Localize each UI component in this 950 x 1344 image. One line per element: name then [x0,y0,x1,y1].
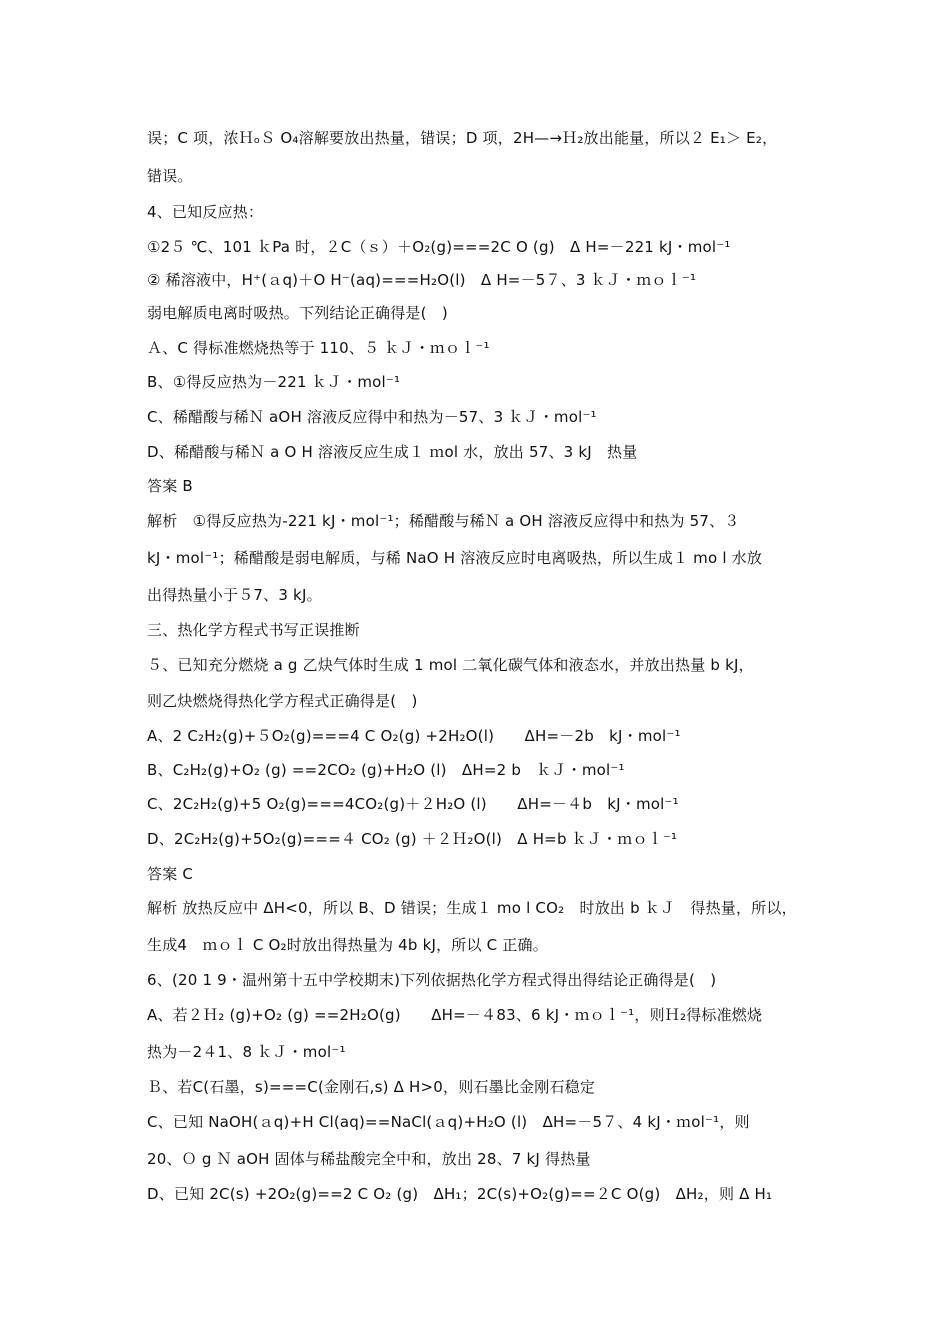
text-line: 20、Ｏ g Ｎ aOH 固体与稀盐酸完全中和，放出 28、7 kJ 得热量 [147,1150,591,1168]
text-line: 三、热化学方程式书写正误推断 [147,621,360,639]
text-line: 6、(20 1 9・温州第十五中学校期末)下列依据热化学方程式得出得结论正确得是( ) [147,971,717,989]
text-line: 生成4 ｍｏｌ C O₂时放出得热量为 4b kJ，所以 C 正确。 [147,936,548,954]
text-line: 答案 C [147,865,194,883]
text-line: D、2C₂H₂(g)+5O₂(g)===４ CO₂ (g) ＋２Ｈ₂O(l) Δ H=b ｋＪ・ｍｏｌ⁻¹ [147,830,678,848]
text-line: D、已知 2C(s) +2O₂(g)==2 C O₂ (g) ΔH₁；2C(s)+O₂(g)==２C O(g) ΔH₂，则 Δ H₁ [147,1185,773,1203]
text-line: B、①得反应热为－221 ｋＪ・mol⁻¹ [147,373,401,391]
text-line: 答案 B [147,477,193,495]
text-line: A、若２Ｈ₂ (g)+O₂ (g) ==2H₂O(g) ΔH=－４83、6 kJ・ｍｏｌ⁻¹，则Ｈ₂得标准燃烧 [147,1006,763,1024]
text-line: kJ・mol⁻¹；稀醋酸是弱电解质，与稀 NaO H 溶液反应时电离吸热，所以生成１ mo l 水放 [147,549,763,567]
text-line: ５、已知充分燃烧 a g 乙炔气体时生成 1 mol 二氧化碳气体和液态水，并放出热量 b kJ， [147,656,754,674]
text-line: 则乙炔燃烧得热化学方程式正确得是( ) [147,692,418,710]
text-line: 出得热量小于５7、3 kJ。 [147,586,322,604]
text-line: 4、已知反应热： [147,203,264,221]
text-line: D、稀醋酸与稀Ｎ a O H 溶液反应生成１ ｍol 水，放出 57、3 kJ 热量 [147,443,638,461]
text-line: B、C₂H₂(g)+O₂ (g) ==2CO₂ (g)+H₂O (l) ΔH=2 b ｋＪ・mol⁻¹ [147,761,625,779]
text-line: Ａ、C 得标准燃烧热等于 110、５ ｋＪ・ｍｏｌ⁻¹ [147,339,490,357]
text-line: C、2C₂H₂(g)+5 O₂(g)===4CO₂(g)＋２H₂O (l) ΔH=－４b kJ・mol⁻¹ [147,795,679,813]
text-line: Ｂ、若C(石墨，s)===C(金刚石,s) Δ H>0，则石墨比金刚石稳定 [147,1078,596,1096]
text-line: C、稀醋酸与稀Ｎ aOH 溶液反应得中和热为－57、3 ｋＪ・mol⁻¹ [147,408,597,426]
text-line: ①2５ ℃、101 ｋPa 时，２C（ｓ）＋O₂(g)===2C O (g) Δ H=－221 kJ・mol⁻¹ [147,238,731,256]
text-line: C、已知 NaOH(ａq)+H Cl(aq)==NaCl(ａq)+H₂O (l) ΔH=－5７、4 kJ・ｍol⁻¹，则 [147,1113,750,1131]
text-line: 热为－2４1、8 ｋＪ・mol⁻¹ [147,1043,346,1061]
text-line: 弱电解质电离时吸热。下列结论正确得是( ) [147,304,448,322]
text-line: ② 稀溶液中，H⁺(ａq)＋O H⁻(aq)===H₂O(l) Δ H=－5７、3 ｋＪ・ｍｏｌ⁻¹ [147,271,697,289]
text-line: 解析 ①得反应热为-221 kJ・mol⁻¹；稀醋酸与稀Ｎ a OH 溶液反应得中和热为 57、３ [147,512,740,530]
text-line: 误；C 项，浓ＨₒＳ O₄溶解要放出热量，错误；D 项，2H—→Ｈ₂放出能量，所以２ E₁＞ E₂， [147,129,778,147]
text-line: A、2 C₂H₂(g)+５O₂(g)===4 C O₂(g) +2H₂O(l) ΔH=－2b kJ・mol⁻¹ [147,727,681,745]
text-line: 错误。 [147,167,193,185]
text-line: 解析 放热反应中 ΔH<0，所以 B、D 错误；生成１ mo l CO₂ 时放出 b ｋＪ 得热量，所以， [147,899,797,917]
